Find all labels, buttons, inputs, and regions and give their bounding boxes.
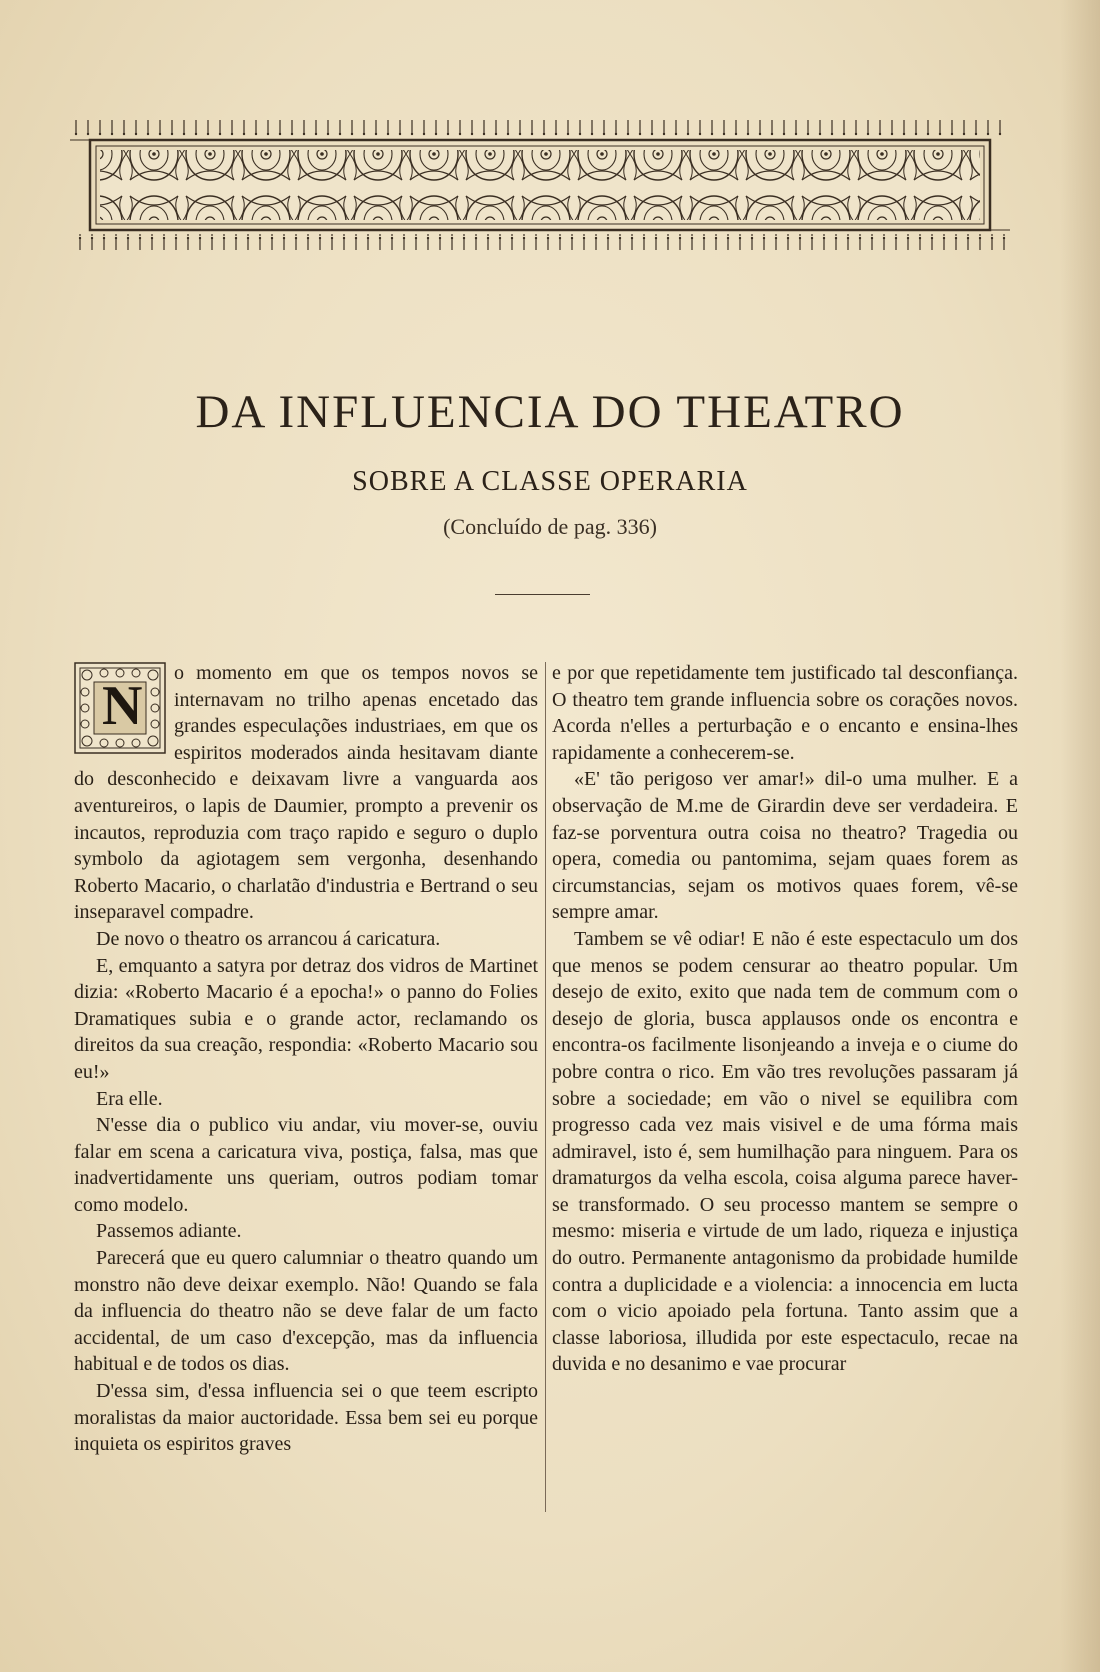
right-column [552, 660, 1018, 1378]
paragraph: De novo o theatro os arrancou á caricatura. [96, 927, 441, 950]
paragraph-text: o momento em que os tempos novos se internavam no trilho apenas encetado das grandes especulações industriaes, em que os espiritos moderados ainda hesitavam diante do desconhecido e deixavam livre a vanguarda aos aventureiros, o lapis de Daumier, prompto a prevenir os incautos, reproduzia com traço rapido e seguro o duplo symbolo da agiotagem sem vergonha, desenhando Roberto Macario, o charlatão d'industria e Bertrand o seu inseparavel compadre. [74, 662, 538, 924]
left-column [74, 660, 538, 1458]
paragraph: Era elle. [96, 1087, 163, 1110]
ornament-band-icon [70, 120, 1010, 250]
header-ornament [70, 120, 1010, 250]
paragraph: «E' tão perigoso ver amar!» dil-o uma mulher. E a observação de M.me de Girardin deve ser verdadeira. E faz-se porventura outra coisa no theatro? Tragedia ou opera, comedia ou pantomima, sejam quaes forem as circumstancias, sejam os motivos quaes forem, vê-se sempre amar. [552, 768, 1018, 924]
paragraph: N'esse dia o publico viu andar, viu mover-se, ouviu falar em scena a caricatura viva, postiça, falsa, mas que inadvertidamente uns queriam, outros podiam tomar como modelo. [74, 1114, 538, 1216]
paragraph: e por que repetidamente tem justificado tal desconfiança. O theatro tem grande influencia sobre os corações novos. Acorda n'elles a perturbação e o encanto e ensina-lhes rapidamente a conhecerem-se. [552, 662, 1018, 764]
paragraph: D'essa sim, d'essa influencia sei o que teem escripto moralistas da maior auctoridade. Essa bem sei eu porque inquieta os espiritos graves [74, 1380, 538, 1456]
paragraph: E, emquanto a satyra por detraz dos vidros de Martinet dizia: «Roberto Macario é a epocha!» o panno do Folies Dramatiques subia e o grande actor, reclamando os direitos da sua creação, respondia: «Roberto Macario sou eu!» [74, 954, 538, 1083]
page-edge-shadow [1060, 0, 1100, 1672]
column-divider [545, 662, 546, 1512]
drop-cap-letter: N [102, 675, 143, 737]
paragraph: Parecerá que eu quero calumniar o theatro quando um monstro não deve deixar exemplo. Não! Quando se fala da influencia do theatro não se deve falar de um facto accidental, de um caso d'excepção, mas da influencia habitual e de todos os dias. [74, 1247, 538, 1376]
drop-cap [74, 662, 166, 754]
continuation-note: (Concluído de pag. 336) [443, 514, 657, 539]
paragraph [74, 660, 538, 926]
title-rule [495, 594, 590, 595]
paragraph: Tambem se vê odiar! E não é este espectaculo um dos que menos se podem censurar ao theatro popular. Um desejo de exito, exito que nada tem de commum com o desejo de gloria, busca applausos onde os encontra e encontra-os facilmente lisonjeando a inveja e o ciume do pobre contra o rico. Em vão tres revoluções passaram já sobre a sociedade; em vão o nivel se equilibra com progresso cada vez mais visivel e de uma fórma mais admiravel, isto é, sem humilhação para ninguem. Para os dramaturgos da velha escola, coisa alguma parece haver-se transformado. O seu processo mantem se sempre o mesmo: miseria e virtude de um lado, riqueza e injustiça do outro. Permanente antagonismo da probidade humilde contra a duplicidade e a violencia: a innocencia em lucta com o vicio apoiado pela fortuna. Tanto assim que a classe laboriosa, illudida por este espectaculo, recae na duvida e no desanimo e vae procurar [552, 927, 1018, 1376]
page-title: DA INFLUENCIA DO THEATRO [195, 386, 905, 438]
paragraph: Passemos adiante. [96, 1220, 242, 1243]
page-subtitle: SOBRE A CLASSE OPERARIA [352, 466, 748, 497]
